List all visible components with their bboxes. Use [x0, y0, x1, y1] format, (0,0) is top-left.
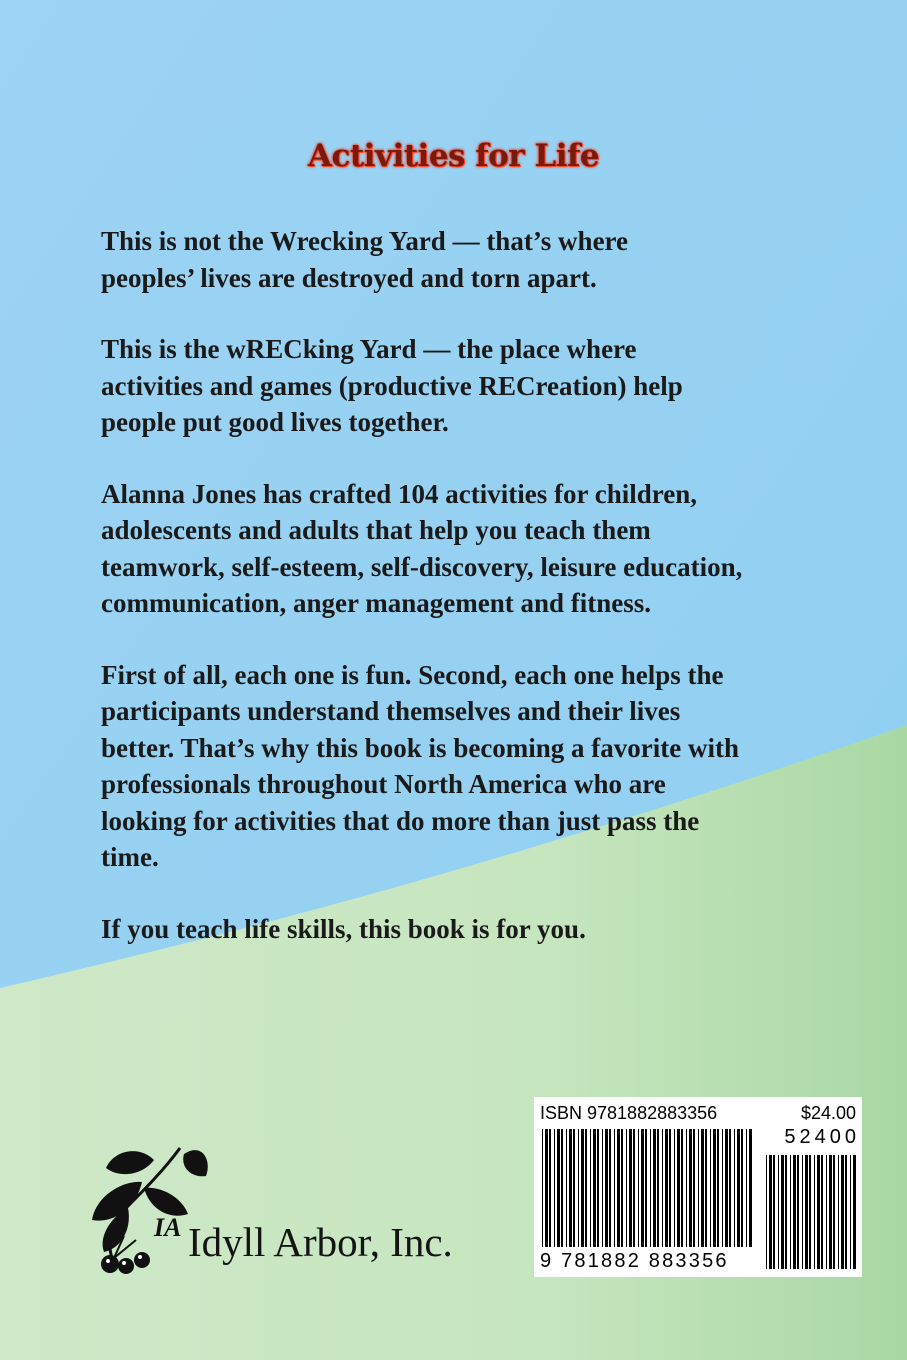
barcode-bar [557, 1129, 560, 1247]
paragraph: First of all, each one is fun. Second, each one helps the participants understand themselves and their lives better. That’s why this book is becoming a favorite with professionals throughout North America who are looking for activities that do more than just pass the time. [101, 659, 740, 872]
description [101, 223, 781, 982]
barcode-bar [734, 1129, 735, 1247]
barcode-bar [681, 1129, 683, 1247]
barcode-bar [561, 1129, 563, 1247]
barcode-bar [717, 1129, 719, 1247]
barcode-bar [749, 1129, 752, 1247]
barcode-bar [817, 1155, 820, 1269]
barcode-bar [845, 1155, 847, 1269]
barcode-bar [686, 1129, 687, 1247]
barcode-bar [581, 1129, 584, 1247]
barcode-bar [578, 1129, 579, 1247]
barcode-bar [841, 1155, 844, 1269]
barcode-bar [674, 1129, 675, 1247]
barcode-bar [729, 1129, 731, 1247]
barcode-bar [790, 1155, 791, 1269]
barcode-bar [585, 1129, 587, 1247]
logo-initials: IA [154, 1213, 182, 1242]
barcode-bar [741, 1129, 743, 1247]
barcode-bar [713, 1129, 716, 1247]
barcode-bar [566, 1129, 567, 1247]
barcode-bar [569, 1129, 572, 1247]
barcode-bar [722, 1129, 723, 1247]
barcode-bar [793, 1155, 796, 1269]
publisher-name: Idyll Arbor, Inc. [188, 1219, 453, 1265]
barcode-bar [641, 1129, 644, 1247]
barcode-bar [821, 1155, 823, 1269]
barcode-bar [677, 1129, 680, 1247]
barcode-bar [629, 1129, 632, 1247]
barcode-bar [698, 1129, 699, 1247]
barcode-bar [802, 1155, 803, 1269]
barcode-bar [746, 1129, 747, 1247]
barcode-panel [534, 1097, 862, 1277]
barcode-bar [605, 1129, 608, 1247]
barcode-bar [650, 1129, 651, 1247]
barcode-bar [705, 1129, 707, 1247]
barcode-bar [554, 1129, 555, 1247]
barcode-bar [645, 1129, 647, 1247]
barcode-bar [769, 1155, 772, 1269]
barcode-bar [638, 1129, 639, 1247]
barcode-bar [773, 1155, 775, 1269]
barcode-bar [809, 1155, 811, 1269]
barcode-bar [633, 1129, 635, 1247]
barcode-bar [593, 1129, 596, 1247]
barcode-bar [833, 1155, 835, 1269]
barcode-bar [597, 1129, 599, 1247]
barcode-digits: 9 781882 883356 [540, 1250, 729, 1272]
barcode-bar [826, 1155, 827, 1269]
barcode-bar [626, 1129, 627, 1247]
barcode-bar [621, 1129, 623, 1247]
barcode-bar [617, 1129, 620, 1247]
paragraph: This is not the Wrecking Yard — that’s where peoples’ lives are destroyed and torn apart. [101, 226, 629, 293]
book-title: Activities for Life [307, 138, 600, 174]
barcode-bar [838, 1155, 839, 1269]
barcode-bar [545, 1129, 548, 1247]
barcode-bar [766, 1155, 767, 1269]
barcode-bar [737, 1129, 740, 1247]
barcode-bar [710, 1129, 711, 1247]
paragraph: If you teach life skills, this book is for you. [101, 913, 586, 944]
barcode-bar [814, 1155, 815, 1269]
barcode-bar [725, 1129, 728, 1247]
barcode-bar [701, 1129, 704, 1247]
barcode-bar [662, 1129, 663, 1247]
barcode-bar [829, 1155, 832, 1269]
barcode-bar [778, 1155, 779, 1269]
barcode-bar [573, 1129, 575, 1247]
barcode-bar [850, 1155, 851, 1269]
barcode-bar [602, 1129, 603, 1247]
isbn-label: ISBN 9781882883356 [540, 1103, 718, 1123]
barcode-bar [665, 1129, 668, 1247]
barcode-bar [614, 1129, 615, 1247]
barcode-bar [549, 1129, 551, 1247]
barcode-bar [853, 1155, 856, 1269]
barcode-bar [693, 1129, 695, 1247]
price-label: $24.00 [800, 1103, 856, 1123]
barcode-bar [609, 1129, 611, 1247]
barcode-bar [590, 1129, 591, 1247]
barcode-bar [805, 1155, 808, 1269]
barcode-bar [785, 1155, 787, 1269]
barcode-bar [669, 1129, 671, 1247]
barcode-bar [657, 1129, 659, 1247]
paragraph: Alanna Jones has crafted 104 activities for children, adolescents and adults that help you teach them teamwork, self-esteem, self-discovery, leisure education, communication, anger management and fitness. [101, 478, 743, 618]
barcode-bar [781, 1155, 784, 1269]
barcode-bar [797, 1155, 799, 1269]
barcode-bar [689, 1129, 692, 1247]
barcode-bar [653, 1129, 656, 1247]
paragraph: This is the wRECking Yard — the place where activities and games (productive RECreation) help people put good lives together. [101, 334, 683, 437]
addon-digits: 52400 [784, 1126, 860, 1148]
barcode-bar [542, 1129, 543, 1247]
